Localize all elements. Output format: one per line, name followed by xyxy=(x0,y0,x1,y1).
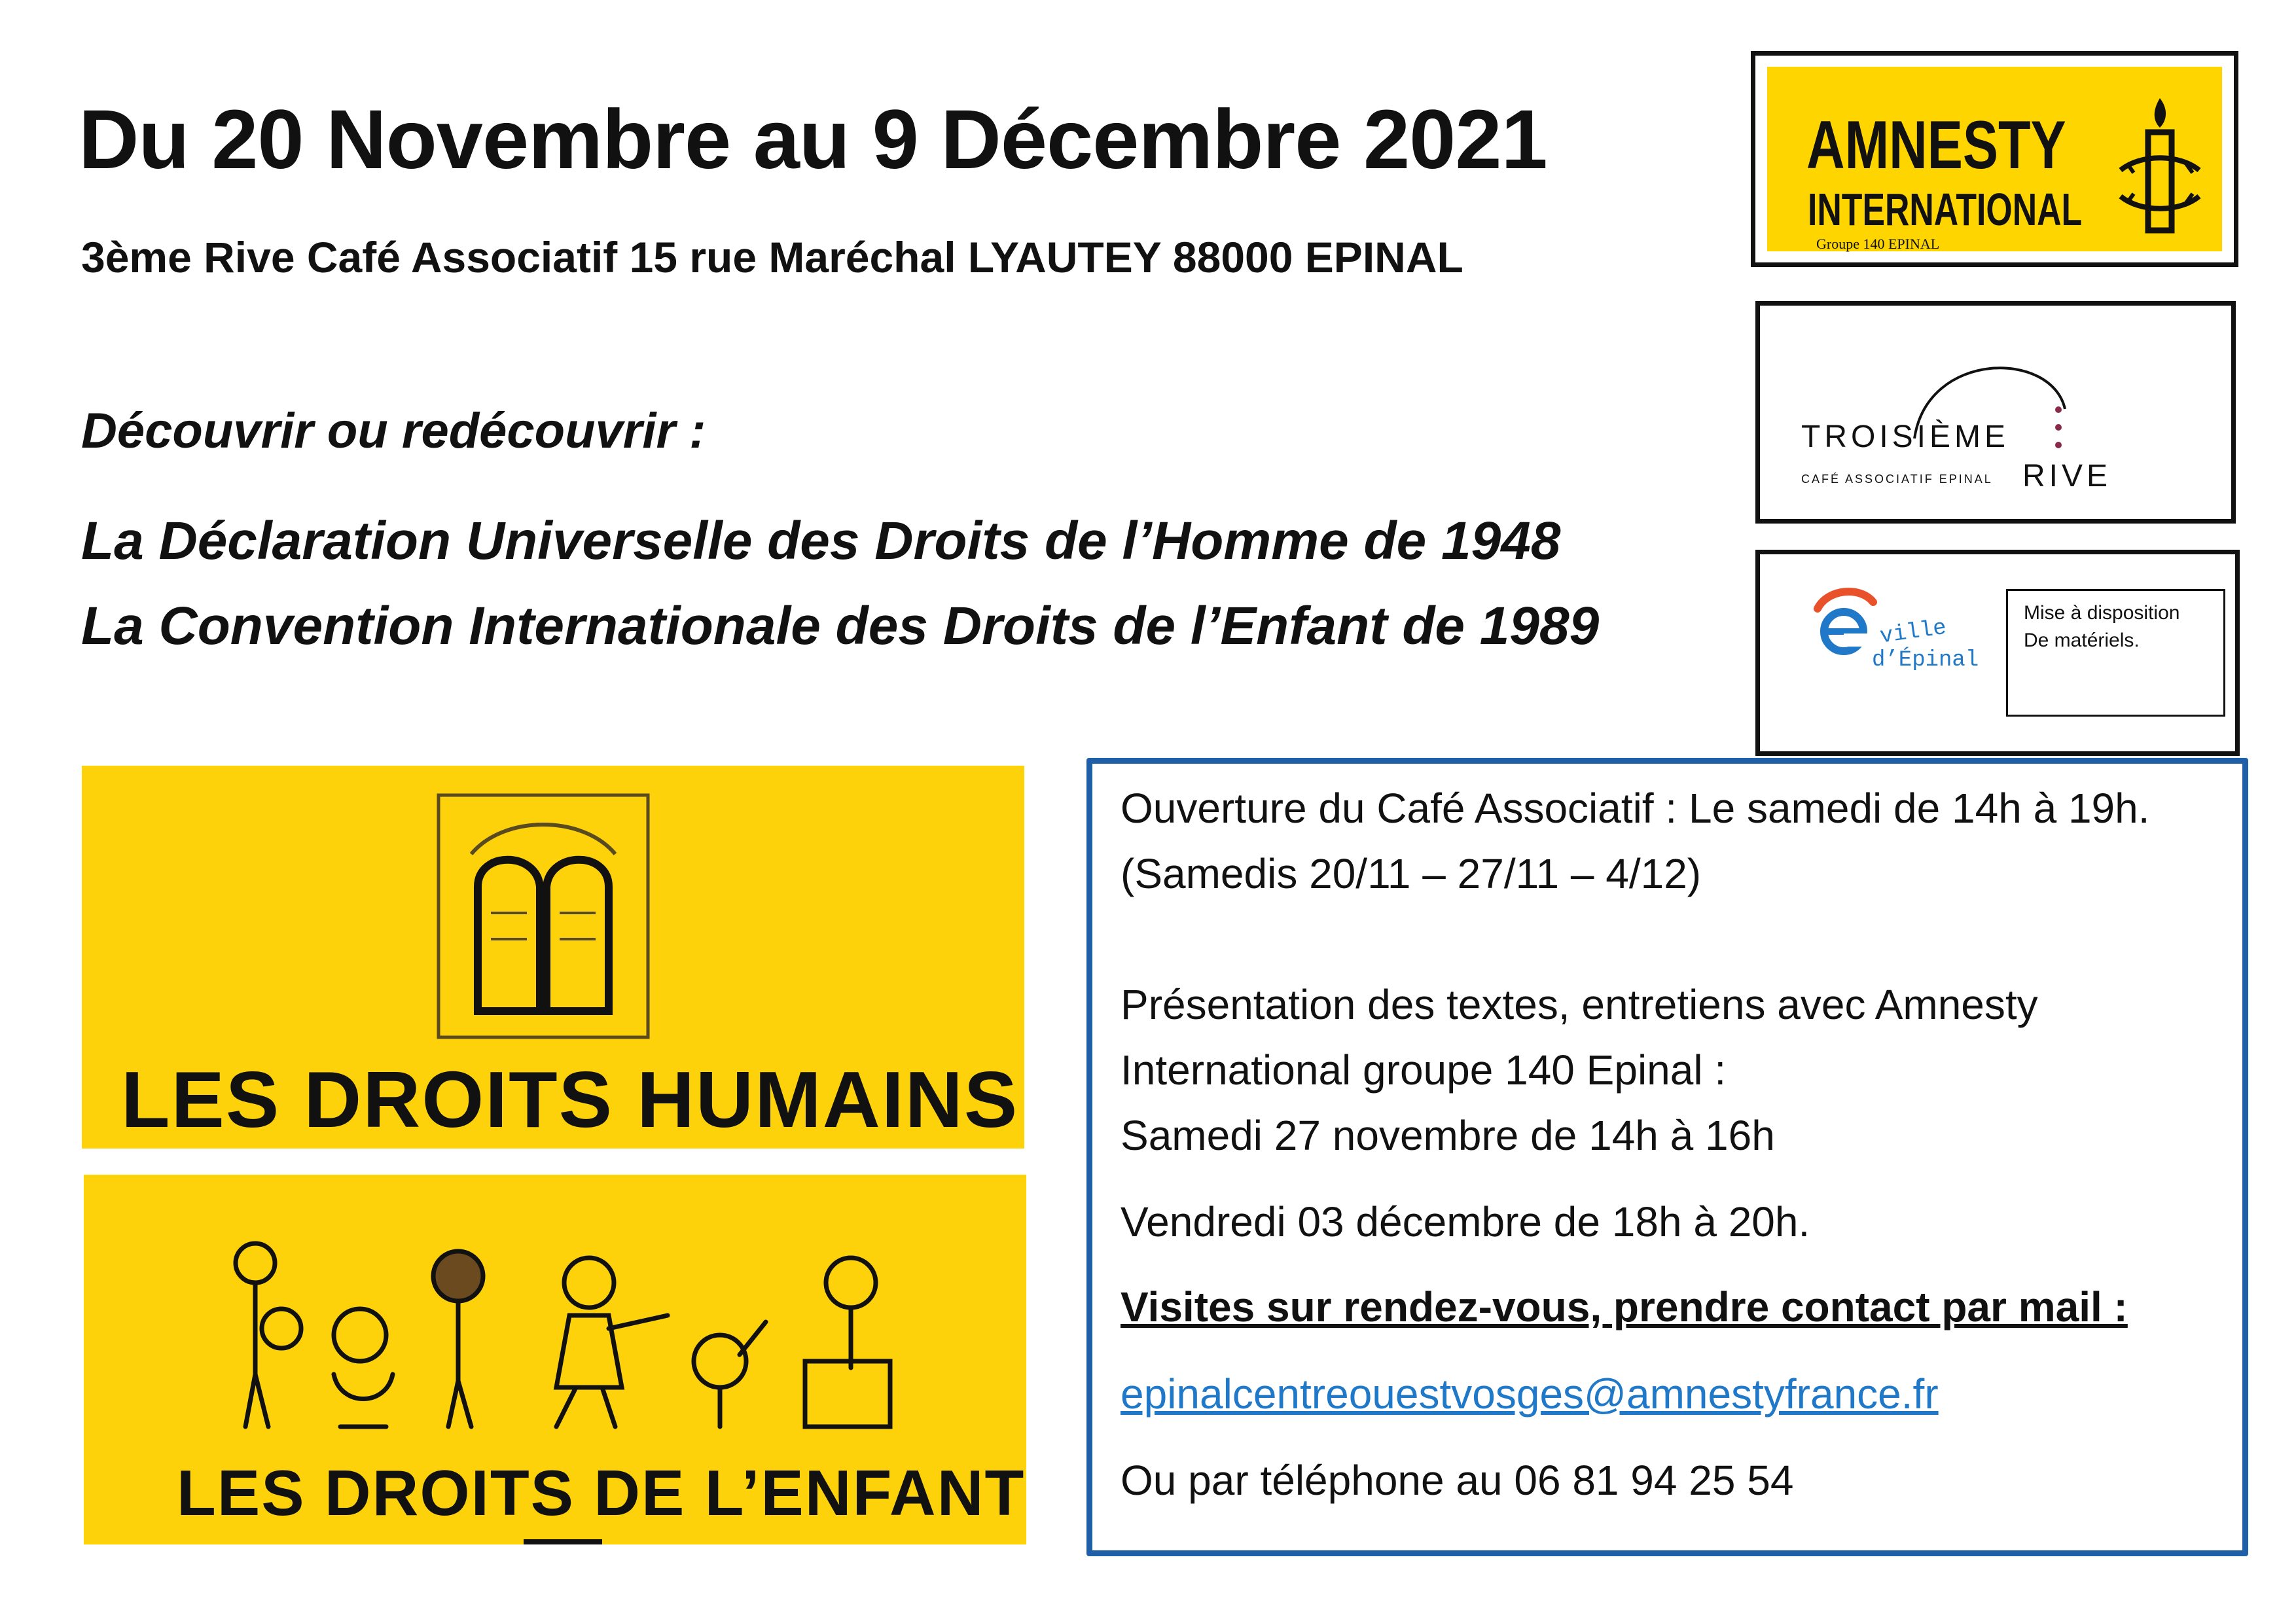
amnesty-logo-international: INTERNATIONAL xyxy=(1808,184,2083,235)
amnesty-logo-name: AMNESTY xyxy=(1806,107,2066,183)
page-title: Du 20 Novembre au 9 Décembre 2021 xyxy=(79,93,1547,187)
troisieme-rive-name: TROISIÈME xyxy=(1801,419,2010,454)
ville-epinal-e-icon xyxy=(1808,582,1880,661)
tablets-illustration-icon xyxy=(432,789,655,1044)
human-rights-title: LES DROITS HUMAINS xyxy=(121,1055,1019,1144)
info-visits-heading: Visites sur rendez-vous, prendre contact par mail : xyxy=(1121,1283,2128,1330)
info-presentation-line2: International groupe 140 Epinal : xyxy=(1121,1046,1727,1094)
amnesty-logo-group: Groupe 140 EPINAL xyxy=(1816,236,1940,252)
child-rights-underline xyxy=(524,1539,602,1544)
info-presentation-line1: Présentation des textes, entretiens avec Amnesty xyxy=(1121,981,2038,1028)
venue-address: 3ème Rive Café Associatif 15 rue Maréchal LYAUTEY 88000 EPINAL xyxy=(81,233,1463,281)
contact-email-link[interactable]: epinalcentreouestvosges@amnestyfrance.fr xyxy=(1121,1370,1939,1418)
info-friday-session: Vendredi 03 décembre de 18h à 20h. xyxy=(1121,1198,1810,1245)
info-opening-hours: Ouverture du Café Associatif : Le samedi de 14h à 19h. xyxy=(1121,785,2150,832)
discover-heading: Découvrir ou redécouvrir : xyxy=(81,403,706,459)
declaration-human-rights: La Déclaration Universelle des Droits de l’Homme de 1948 xyxy=(81,511,1561,571)
provision-note-line1: Mise à disposition xyxy=(2024,602,2180,624)
troisieme-rive-rive: RIVE xyxy=(2022,459,2112,493)
troisieme-rive-subtitle: CAFÉ ASSOCIATIF EPINAL xyxy=(1801,473,1993,486)
ville-epinal-city: d’Épinal xyxy=(1872,648,1979,673)
children-illustration-icon xyxy=(223,1237,903,1440)
provision-note-line2: De matériels. xyxy=(2024,630,2140,651)
troisieme-rive-dots-icon xyxy=(2054,404,2063,450)
child-rights-title: LES DROITS DE L’ENFANT xyxy=(177,1457,1026,1529)
info-phone: Ou par téléphone au 06 81 94 25 54 xyxy=(1121,1457,1794,1504)
info-presentation-line3: Samedi 27 novembre de 14h à 16h xyxy=(1121,1112,1775,1159)
ville-epinal-ville: ville xyxy=(1878,615,1948,650)
info-saturdays: (Samedis 20/11 – 27/11 – 4/12) xyxy=(1121,850,1702,897)
declaration-child-rights: La Convention Internationale des Droits de l’Enfant de 1989 xyxy=(81,596,1600,656)
candle-barbed-wire-icon xyxy=(2114,92,2206,242)
